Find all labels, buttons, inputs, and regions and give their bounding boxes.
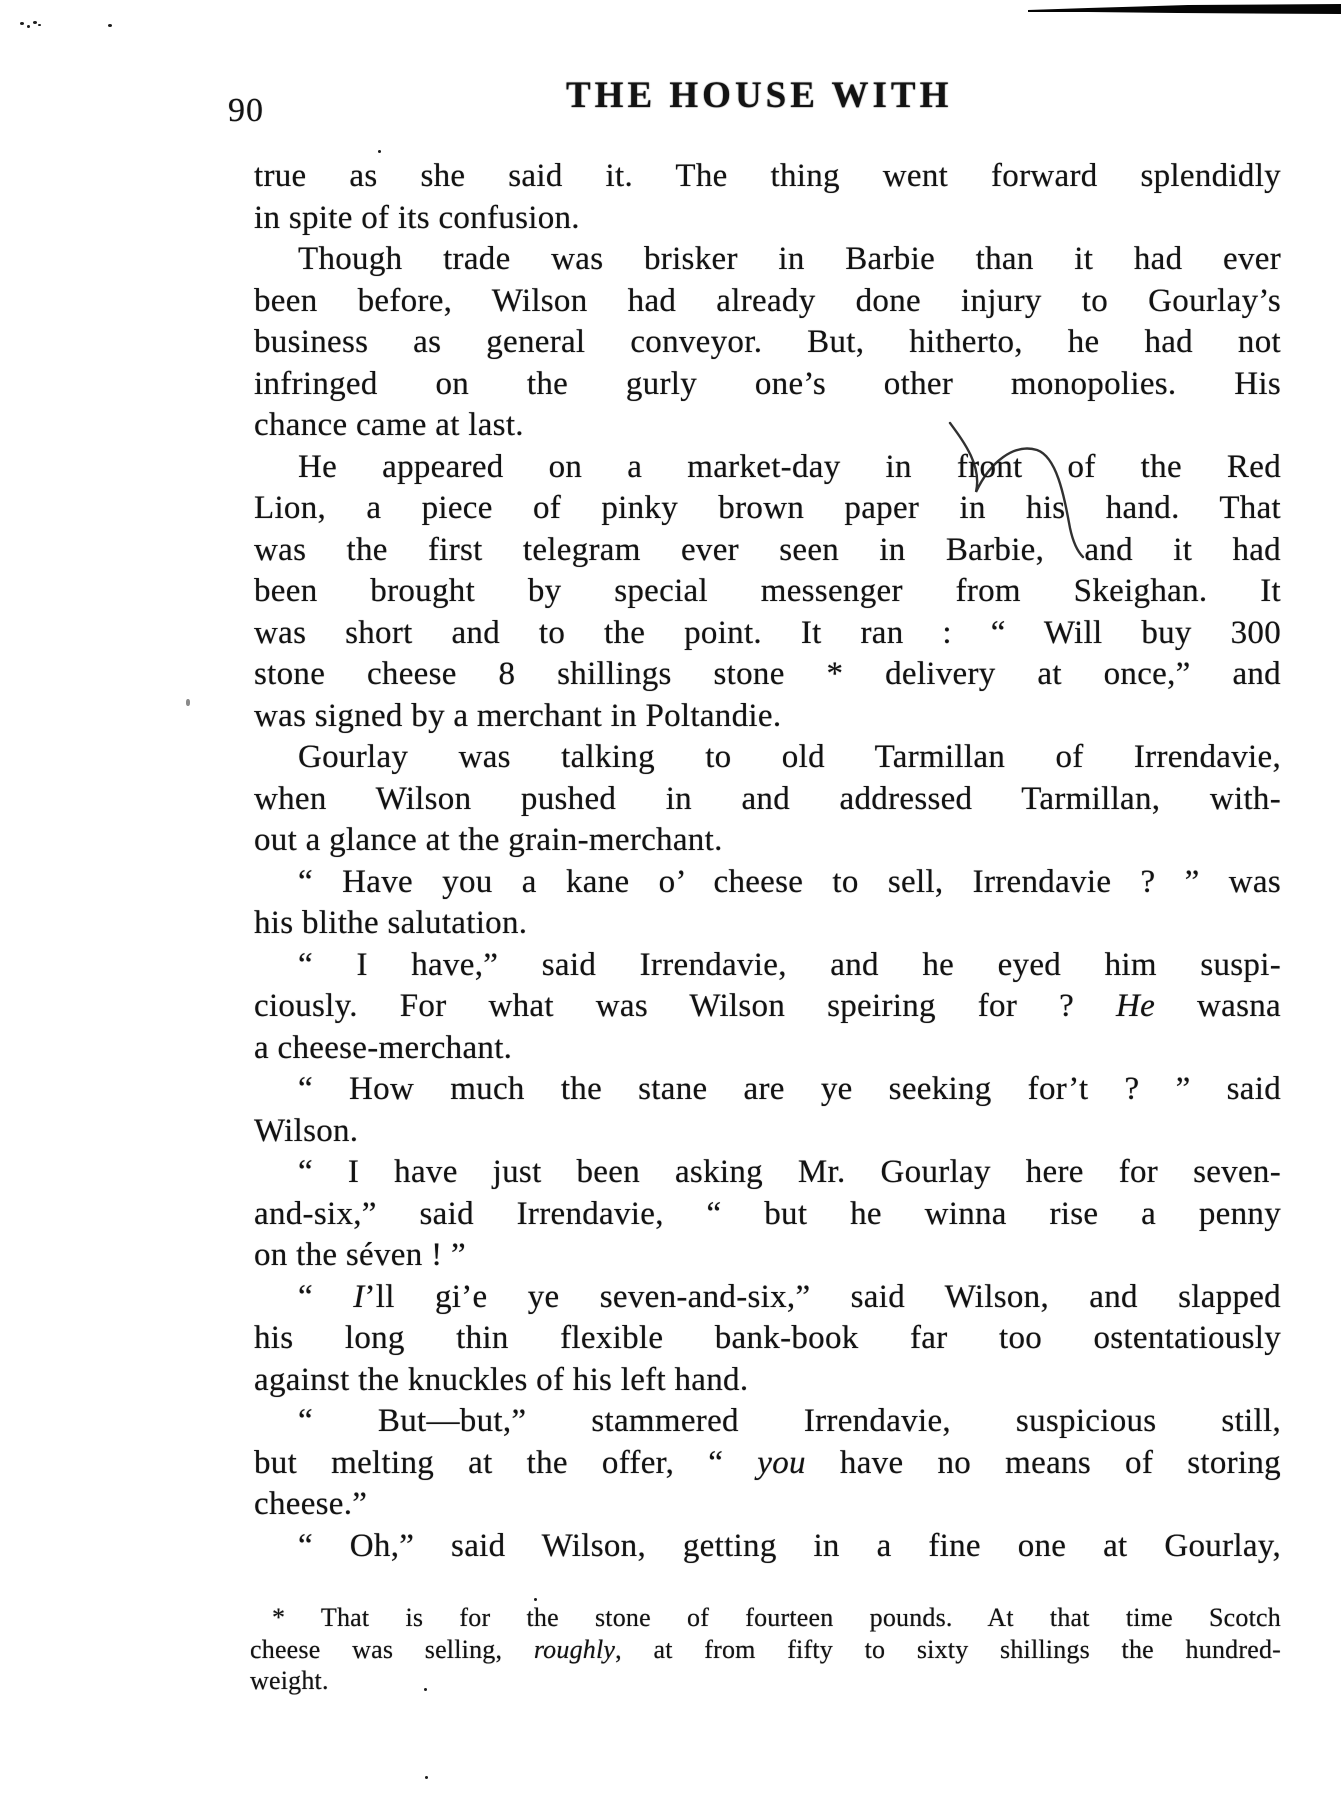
footnote	[250, 1602, 1281, 1697]
text-line: stone cheese 8 shillings stone * delivery at once,” and	[254, 656, 1281, 692]
text-line: his long thin flexible bank-book far too ostentatiously	[254, 1320, 1281, 1356]
ink-speck	[425, 1776, 428, 1779]
text-line: a cheese-merchant.	[254, 1029, 513, 1066]
text-line: and-six,” said Irrendavie, “ but he winna rise a penny	[254, 1195, 1281, 1232]
ink-speck	[534, 1598, 537, 1601]
text-line: * That is for the stone of fourteen pounds. At that time Scotch	[272, 1603, 1281, 1632]
text-line: “ Oh,” said Wilson, getting in a fine one at Gourlay,	[298, 1527, 1281, 1564]
ink-speck	[378, 150, 381, 153]
text-line: cheese.”	[254, 1486, 368, 1522]
text-line: when Wilson pushed in and addressed Tarmillan, with-	[254, 780, 1281, 817]
text-line: “ But—but,” stammered Irrendavie, suspicious still,	[298, 1403, 1281, 1439]
text-line: “ Have you a kane o’ cheese to sell, Irrendavie ? ” was	[298, 863, 1281, 900]
text-line: He appeared on a market-day in front of the Red	[298, 448, 1281, 485]
ink-speck	[38, 24, 41, 26]
text-line: ciously. For what was Wilson speiring for ? He wasna	[254, 988, 1281, 1024]
text-line: “ I’ll gi’e ye seven-and-six,” said Wilson, and slapped	[298, 1278, 1281, 1315]
text-line: Wilson.	[254, 1112, 359, 1149]
text-line: his blithe salutation.	[254, 905, 528, 941]
text-line: business as general conveyor. But, hitherto, he had not	[254, 324, 1281, 360]
body-text	[254, 156, 1281, 1567]
text-line: on the séven ! ”	[254, 1237, 466, 1273]
text-line: Gourlay was talking to old Tarmillan of Irrendavie,	[298, 739, 1281, 775]
text-line: Lion, a piece of pinky brown paper in his hand. That	[254, 490, 1281, 526]
text-line: chance came at last.	[254, 407, 524, 443]
ink-speck	[33, 21, 37, 24]
text-line: was short and to the point. It ran : “ Will buy 300	[254, 614, 1281, 651]
scan-edge-bar	[1028, 4, 1341, 18]
running-title: THE HOUSE WITH	[566, 75, 953, 116]
text-line: was the first telegram ever seen in Barbie, and it had	[254, 531, 1281, 568]
text-line: “ How much the stane are ye seeking for’t ? ” said	[298, 1071, 1281, 1107]
ink-speck	[108, 24, 112, 27]
text-line: out a glance at the grain-merchant.	[254, 822, 723, 858]
page-number: 90	[228, 92, 264, 129]
text-line: infringed on the gurly one’s other monopolies. His	[254, 365, 1281, 402]
text-line: Though trade was brisker in Barbie than it had ever	[298, 241, 1281, 277]
text-line: in spite of its confusion.	[254, 199, 580, 236]
text-line: cheese was selling, roughly, at from fifty to sixty shillings the hundred-	[250, 1634, 1282, 1664]
text-line: against the knuckles of his left hand.	[254, 1361, 749, 1398]
text-line: but melting at the offer, “ you have no means of storing	[254, 1444, 1281, 1481]
ink-speck	[186, 699, 190, 706]
text-line: weight.	[250, 1666, 329, 1695]
text-line: been before, Wilson had already done injury to Gourlay’s	[254, 282, 1281, 319]
text-line: true as she said it. The thing went forward splendidly	[254, 158, 1281, 194]
text-line: “ I have just been asking Mr. Gourlay here for seven-	[298, 1154, 1281, 1190]
ink-speck	[20, 22, 24, 25]
ink-speck	[27, 25, 30, 28]
text-line: was signed by a merchant in Poltandie.	[254, 697, 782, 734]
text-line: “ I have,” said Irrendavie, and he eyed him suspi-	[298, 946, 1281, 983]
text-line: been brought by special messenger from Skeighan. It	[254, 573, 1281, 609]
